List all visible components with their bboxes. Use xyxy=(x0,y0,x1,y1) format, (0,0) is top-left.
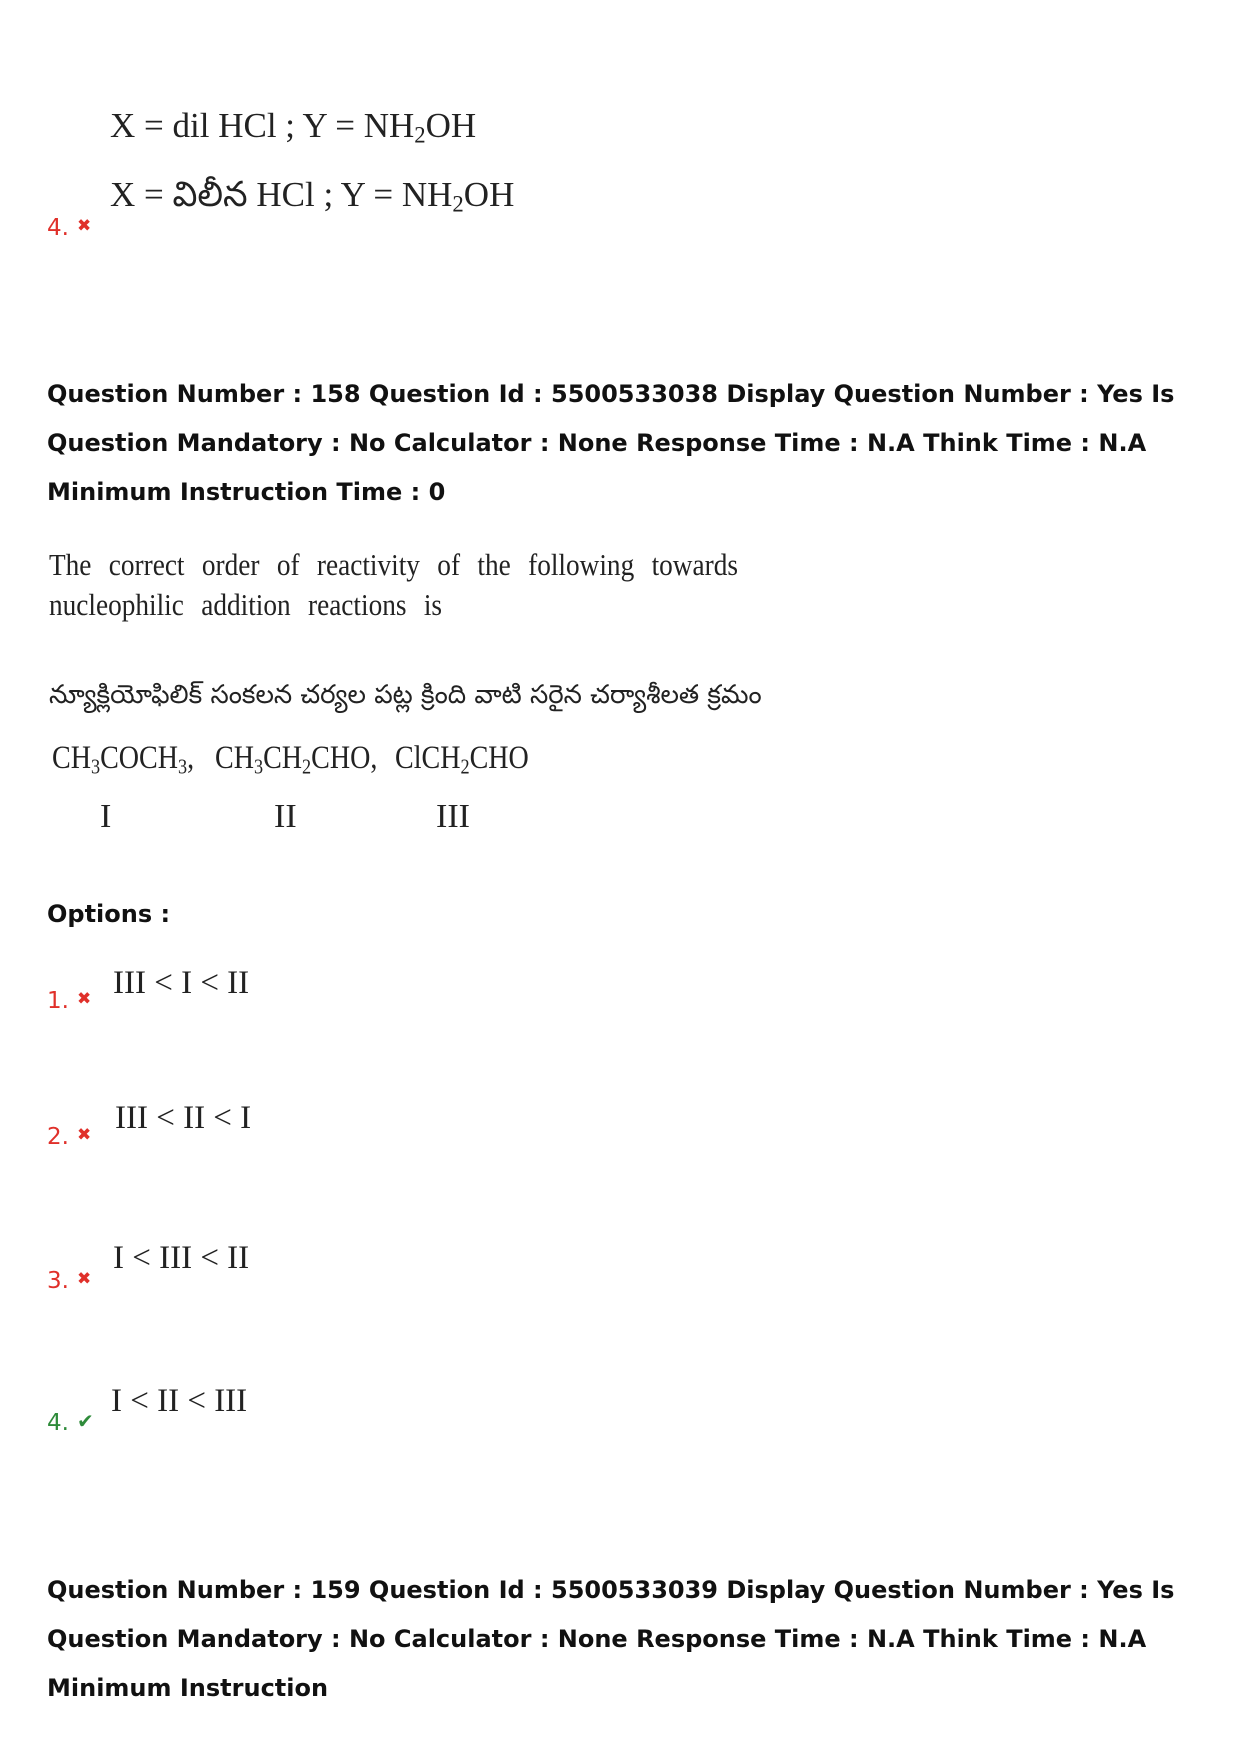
options-label: Options : xyxy=(47,900,171,928)
check-icon: ✔ xyxy=(76,1409,94,1433)
question-header-159: Question Number : 159 Question Id : 5500533039 Display Question Number : Yes Is Question Mandatory : No Calculator : None Response Time : N.A Think Time : N.A Minimum Instruction xyxy=(47,1576,1175,1702)
option-text: III < II < I xyxy=(115,1100,252,1136)
option-number: 1. ✖ xyxy=(47,988,92,1014)
cross-icon: ✖ xyxy=(76,1125,92,1145)
option-number: 4. ✔ xyxy=(47,1409,94,1436)
option-text: I < III < II xyxy=(113,1240,250,1276)
compound-1: $CH_3COCH_3$, xyxy=(52,740,195,779)
compound-label-3: III xyxy=(436,798,470,835)
cross-icon: ✖ xyxy=(76,216,92,236)
question-text-te: న్యూక్లియోఫిలిక్ సంకలన చర్యల పట్ల క్రింది వాటి సరైన చర్యాశీలత క్రమం xyxy=(49,680,762,710)
cross-icon: ✖ xyxy=(76,1269,92,1289)
compound-label-1: I xyxy=(100,798,112,835)
question-header-158: Question Number : 158 Question Id : 5500533038 Display Question Number : Yes Is Question Mandatory : No Calculator : None Response Time : N.A Think Time : N.A Minimum Instruction Time : 0 xyxy=(47,380,1175,506)
cross-icon: ✖ xyxy=(76,989,92,1009)
question-text-en: The correct order of reactivity of the following towards nucleophilic addition reactions is xyxy=(49,547,738,622)
prev-option-te: X = విలీన HCl ; $Y = NH_2OH$ xyxy=(110,175,515,217)
option-text: III < I < II xyxy=(113,965,250,1001)
compound-2: $CH_3CH_2CHO$, xyxy=(215,740,378,779)
prev-option-en: X = dil HCl ; $Y = NH_2OH$ xyxy=(110,106,477,148)
compound-label-2: II xyxy=(274,798,297,835)
option-number: 2. ✖ xyxy=(47,1124,92,1150)
option-text: I < II < III xyxy=(111,1383,248,1419)
option-number: 3. ✖ xyxy=(47,1268,92,1294)
prev-option-number: 4. ✖ xyxy=(47,215,92,241)
compound-3: ClCH$_2$CHO xyxy=(395,740,529,779)
